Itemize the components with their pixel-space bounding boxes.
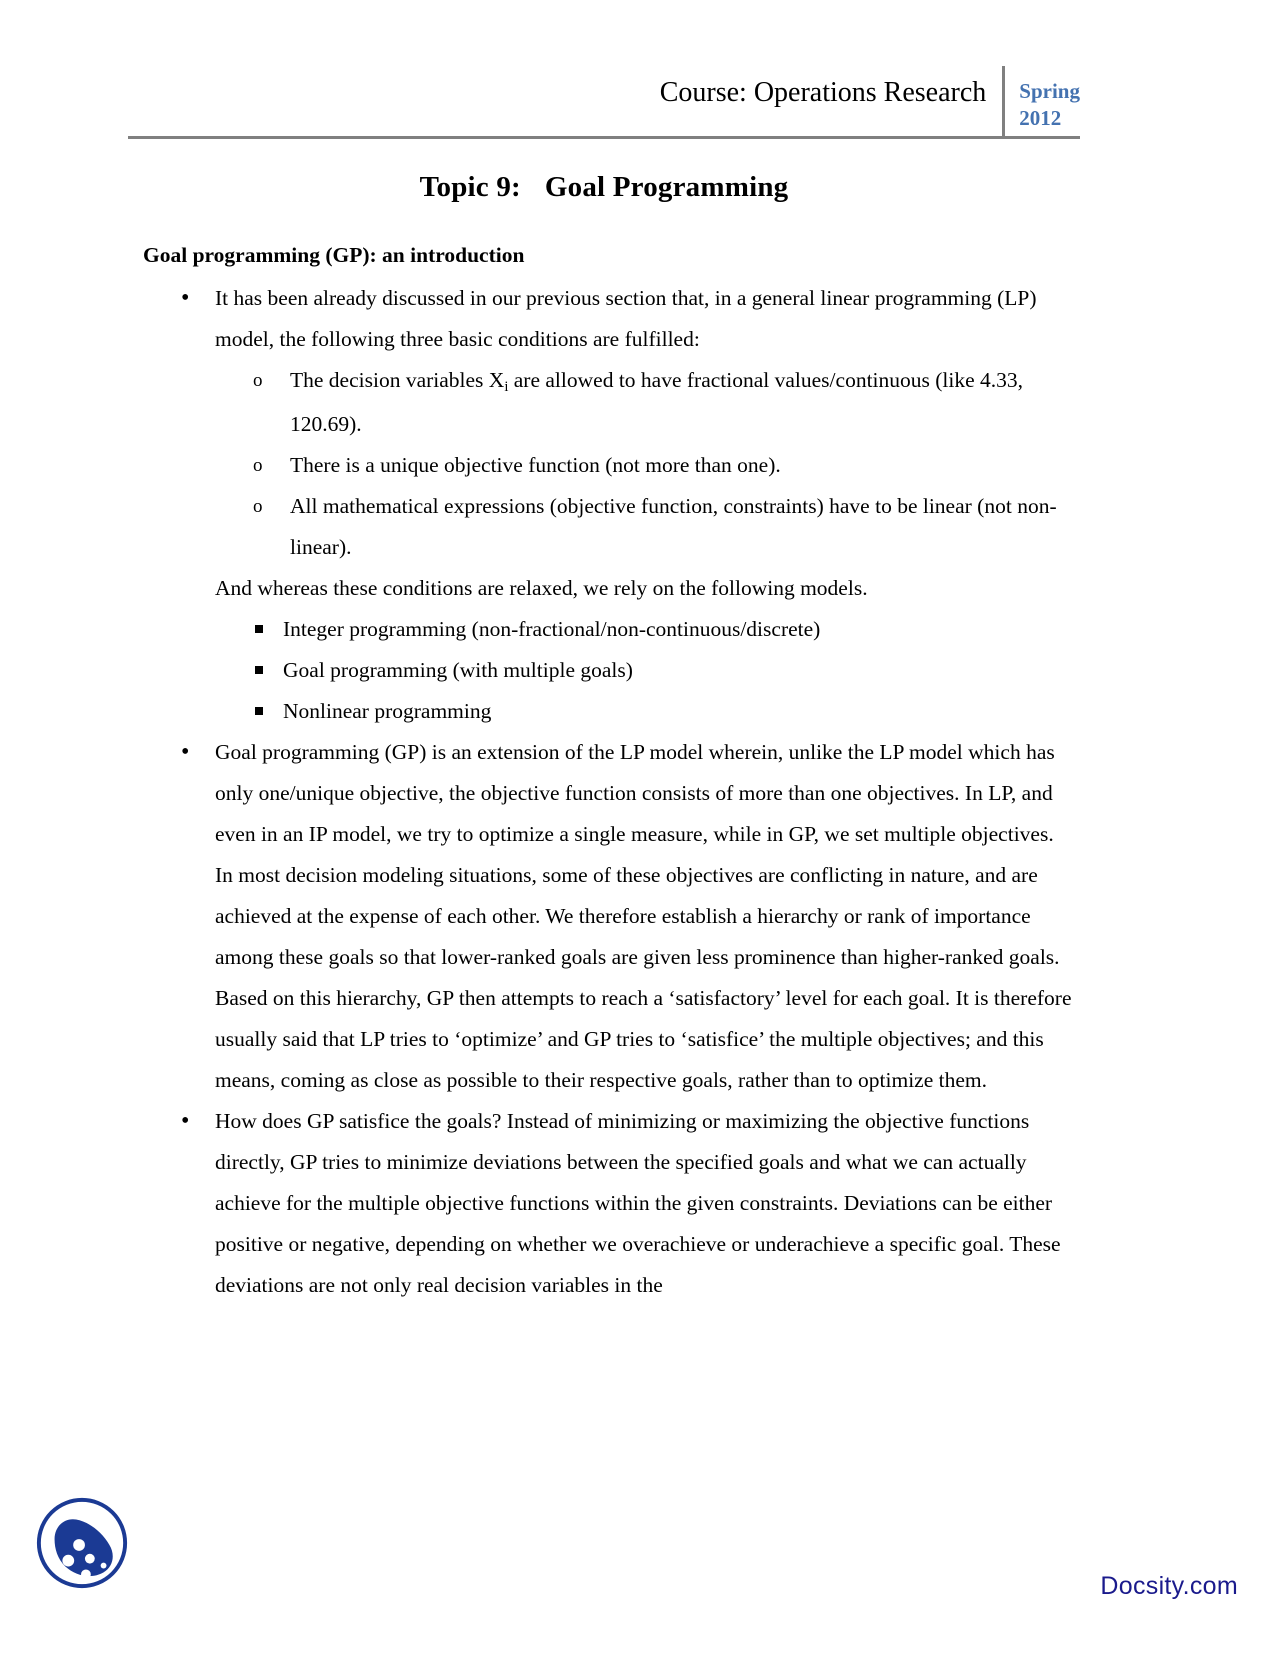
sub-bullet-2-text: There is a unique objective function (not more than one). xyxy=(290,453,781,477)
page-title xyxy=(128,168,1080,206)
sub-bullet-1-text-part-a: The decision variables X xyxy=(290,368,505,392)
bullet-circle-icon: o xyxy=(253,370,263,391)
bullet-list-level-3 xyxy=(215,609,1073,732)
list-item xyxy=(215,445,1073,486)
bullet-2-text: Goal programming (GP) is an extension of the LP model wherein, unlike the LP model which has only one/unique objective, the objective function consists of more than one objectives. In LP, and even in an IP model, we try to optimize a single measure, while in GP, we set multiple objectives. In most decision modeling situations, some of these objectives are conflicting in nature, and are achieved at the expense of each other. We therefore establish a hierarchy or rank of importance among these goals so that lower-ranked goals are given less prominence than higher-ranked goals. Based on this hierarchy, GP then attempts to reach a ‘satisfactory’ level for each goal. It is therefore usually said that LP tries to ‘optimize’ and GP tries to ‘satisfice’ the multiple objectives; and this means, coming as close as possible to their respective goals, rather than to optimize them. xyxy=(215,740,1072,1092)
bullet-disc-icon: • xyxy=(181,1108,190,1134)
bullet-square-icon xyxy=(255,707,263,715)
document-body xyxy=(143,240,1073,1306)
list-item xyxy=(215,650,1073,691)
list-item xyxy=(215,609,1073,650)
list-item xyxy=(215,360,1073,445)
model-item-3-text: Nonlinear programming xyxy=(283,699,492,723)
bullet-list-level-1 xyxy=(143,278,1073,1306)
header-term-year: 2012 xyxy=(1019,106,1062,130)
page-header xyxy=(128,60,1080,138)
bullet-disc-icon: • xyxy=(181,739,190,765)
model-item-1-text: Integer programming (non-fractional/non-continuous/discrete) xyxy=(283,617,821,641)
bullet-circle-icon: o xyxy=(253,496,263,517)
list-item xyxy=(143,732,1073,1101)
bullet-square-icon xyxy=(255,625,263,633)
sub-bullet-1-text xyxy=(290,360,1073,445)
page-title-topic-name: Goal Programming xyxy=(544,171,789,203)
list-item xyxy=(143,1101,1073,1306)
bullet-list-level-2 xyxy=(215,360,1073,568)
list-item xyxy=(215,486,1073,568)
model-item-2-text: Goal programming (with multiple goals) xyxy=(283,658,633,682)
whereas-paragraph: And whereas these conditions are relaxed, we rely on the following models. xyxy=(215,576,868,600)
docsity-logo-icon xyxy=(33,1494,131,1592)
bullet-disc-icon: • xyxy=(181,285,190,311)
list-item xyxy=(143,278,1073,732)
variable-subscript: i xyxy=(504,379,509,396)
docsity-brand-text: Docsity.com xyxy=(1100,1572,1238,1600)
header-course-title: Course: Operations Research xyxy=(659,77,987,108)
section-heading: Goal programming (GP): an introduction xyxy=(143,243,525,267)
list-item xyxy=(215,691,1073,732)
sub-bullet-3-text: All mathematical expressions (objective function, constraints) have to be linear (not non-linear). xyxy=(290,494,1057,559)
page-title-topic-label: Topic 9: xyxy=(419,171,521,203)
bullet-3-text: How does GP satisfice the goals? Instead of minimizing or maximizing the objective functions directly, GP tries to minimize deviations between the specified goals and what we can actually achieve for the multiple objective functions within the given constraints. Deviations can be either positive or negative, depending on whether we overachieve or underachieve a specific goal. These deviations are not only real decision variables in the xyxy=(215,1109,1061,1297)
sub-bullet-1-text-part-b: are allowed to have fractional values/continuous (like 4.33, 120.69). xyxy=(290,368,1024,436)
bullet-1-text: It has been already discussed in our previous section that, in a general linear programming (LP) model, the following three basic conditions are fulfilled: xyxy=(215,286,1037,351)
header-term xyxy=(1005,60,1080,132)
header-term-season: Spring xyxy=(1019,79,1080,103)
bullet-square-icon xyxy=(255,666,263,674)
bullet-circle-icon: o xyxy=(253,455,263,476)
header-horizontal-rule xyxy=(128,136,1080,139)
